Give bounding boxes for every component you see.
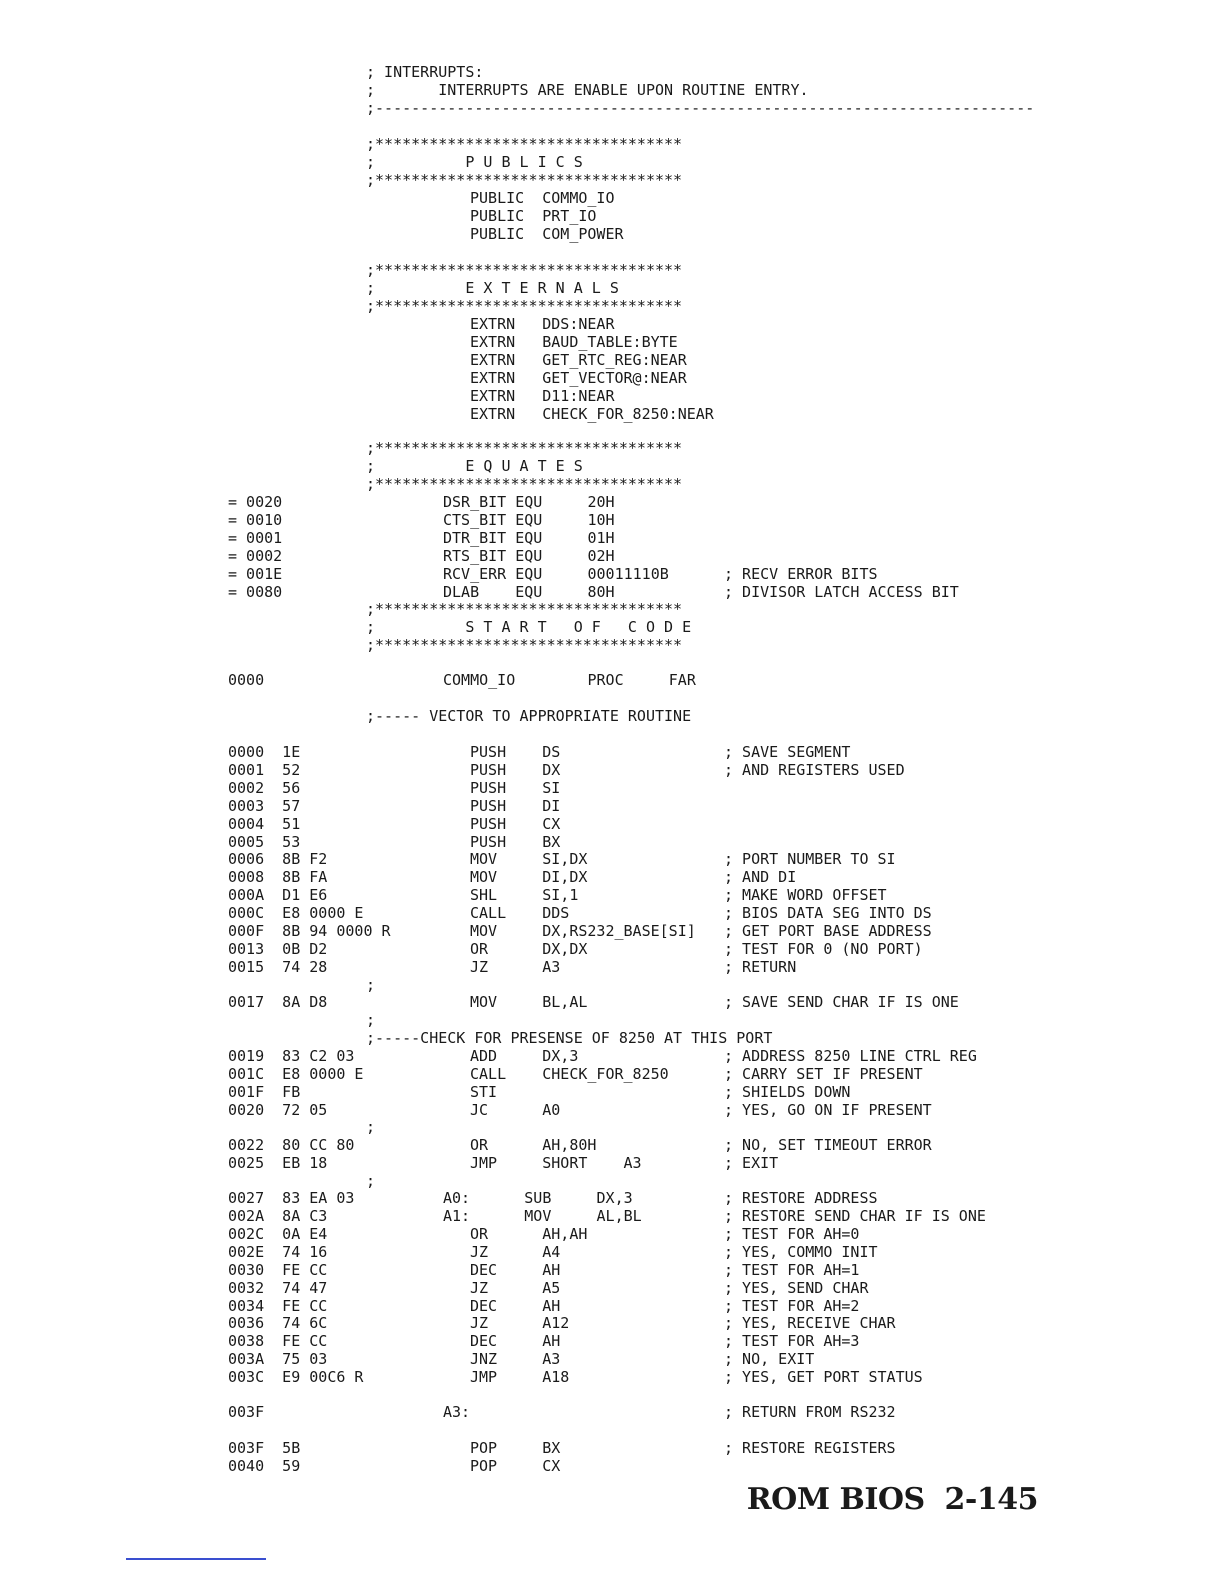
listing-line: 0006 8B F2 bbox=[228, 850, 328, 868]
listing-line: MOV BL,AL bbox=[470, 993, 588, 1011]
listing-line: ; RESTORE REGISTERS bbox=[724, 1439, 896, 1457]
listing-line: = 0080 bbox=[228, 583, 283, 601]
listing-line: 002C 0A E4 bbox=[228, 1225, 328, 1243]
listing-line: ; TEST FOR AH=2 bbox=[724, 1297, 860, 1315]
listing-line: 001C E8 0000 E bbox=[228, 1065, 364, 1083]
listing-line: ; SAVE SEGMENT bbox=[724, 743, 851, 761]
listing-line: EXTRN GET_VECTOR@:NEAR bbox=[470, 369, 687, 387]
listing-line: OR AH,AH bbox=[470, 1225, 588, 1243]
listing-line: PUBLIC PRT_IO bbox=[470, 207, 597, 225]
listing-line: 0000 1E bbox=[228, 743, 301, 761]
listing-line: JNZ A3 bbox=[470, 1350, 561, 1368]
listing-line: JZ A12 bbox=[470, 1314, 570, 1332]
listing-line: ; P U B L I C S bbox=[366, 153, 583, 171]
listing-line: ;********************************** bbox=[366, 171, 683, 189]
listing-line: DLAB EQU 80H bbox=[443, 583, 615, 601]
listing-line: MOV SI,DX bbox=[470, 850, 588, 868]
listing-line: ; NO, SET TIMEOUT ERROR bbox=[724, 1136, 932, 1154]
listing-line: ; bbox=[366, 1118, 376, 1136]
listing-line: ; E X T E R N A L S bbox=[366, 279, 619, 297]
listing-line: PUSH DI bbox=[470, 797, 561, 815]
listing-line: PUSH DS bbox=[470, 743, 561, 761]
listing-line: 003A 75 03 bbox=[228, 1350, 328, 1368]
listing-line: EXTRN GET_RTC_REG:NEAR bbox=[470, 351, 687, 369]
listing-line: 003F bbox=[228, 1403, 265, 1421]
listing-line: ADD DX,3 bbox=[470, 1047, 579, 1065]
listing-line: PUSH CX bbox=[470, 815, 561, 833]
listing-line: ; TEST FOR AH=3 bbox=[724, 1332, 860, 1350]
listing-line: 002A 8A C3 bbox=[228, 1207, 328, 1225]
listing-line: CALL CHECK_FOR_8250 bbox=[470, 1065, 669, 1083]
listing-line: ; SHIELDS DOWN bbox=[724, 1083, 851, 1101]
listing-line: SHL SI,1 bbox=[470, 886, 579, 904]
listing-line: POP BX bbox=[470, 1439, 561, 1457]
listing-line: 0032 74 47 bbox=[228, 1279, 328, 1297]
listing-line: = 0001 bbox=[228, 529, 283, 547]
listing-line: RCV_ERR EQU 00011110B bbox=[443, 565, 669, 583]
listing-line: ; DIVISOR LATCH ACCESS BIT bbox=[724, 583, 959, 601]
listing-line: = 0002 bbox=[228, 547, 283, 565]
listing-line: 0015 74 28 bbox=[228, 958, 328, 976]
listing-line: DEC AH bbox=[470, 1261, 561, 1279]
bottom-rule bbox=[126, 1558, 266, 1560]
listing-line: COMMO_IO PROC FAR bbox=[443, 671, 696, 689]
listing-line: ; YES, GET PORT STATUS bbox=[724, 1368, 923, 1386]
listing-line: 002E 74 16 bbox=[228, 1243, 328, 1261]
listing-line: ;********************************** bbox=[366, 600, 683, 618]
listing-line: PUSH SI bbox=[470, 779, 561, 797]
listing-line: MOV DX,RS232_BASE[SI] bbox=[470, 922, 696, 940]
listing-line: 003F 5B bbox=[228, 1439, 301, 1457]
listing-line: OR AH,80H bbox=[470, 1136, 597, 1154]
listing-line: PUSH DX bbox=[470, 761, 561, 779]
listing-line: PUSH BX bbox=[470, 833, 561, 851]
listing-line: ; INTERRUPTS ARE ENABLE UPON ROUTINE ENTRY. bbox=[366, 81, 809, 99]
listing-line: = 0010 bbox=[228, 511, 283, 529]
listing-line: 0025 EB 18 bbox=[228, 1154, 328, 1172]
listing-line: ; bbox=[366, 976, 376, 994]
listing-line: CTS_BIT EQU 10H bbox=[443, 511, 615, 529]
listing-line: ; RETURN bbox=[724, 958, 797, 976]
listing-line: JMP A18 bbox=[470, 1368, 570, 1386]
listing-line: EXTRN CHECK_FOR_8250:NEAR bbox=[470, 405, 714, 423]
listing-line: 0040 59 bbox=[228, 1457, 301, 1475]
listing-line: EXTRN D11:NEAR bbox=[470, 387, 615, 405]
listing-line: A3: bbox=[443, 1403, 471, 1421]
listing-line: ;------------------------------------------------------------------------- bbox=[366, 99, 1035, 117]
listing-line: DSR_BIT EQU 20H bbox=[443, 493, 615, 511]
listing-line: ; TEST FOR AH=1 bbox=[724, 1261, 860, 1279]
listing-line: 0019 83 C2 03 bbox=[228, 1047, 355, 1065]
listing-line: DTR_BIT EQU 01H bbox=[443, 529, 615, 547]
listing-line: 0036 74 6C bbox=[228, 1314, 328, 1332]
listing-line: 0034 FE CC bbox=[228, 1297, 328, 1315]
listing-line: 001F FB bbox=[228, 1083, 301, 1101]
listing-line: JC A0 bbox=[470, 1101, 561, 1119]
listing-line: JZ A5 bbox=[470, 1279, 561, 1297]
listing-line: EXTRN DDS:NEAR bbox=[470, 315, 615, 333]
listing-line: ; BIOS DATA SEG INTO DS bbox=[724, 904, 932, 922]
listing-line: 0004 51 bbox=[228, 815, 301, 833]
listing-line: ; MAKE WORD OFFSET bbox=[724, 886, 887, 904]
listing-line: 0000 bbox=[228, 671, 265, 689]
listing-line: PUBLIC COM_POWER bbox=[470, 225, 624, 243]
listing-line: 0005 53 bbox=[228, 833, 301, 851]
listing-line: ; YES, SEND CHAR bbox=[724, 1279, 869, 1297]
listing-line: DEC AH bbox=[470, 1332, 561, 1350]
listing-line: ;********************************** bbox=[366, 475, 683, 493]
listing-line: ; RESTORE SEND CHAR IF IS ONE bbox=[724, 1207, 986, 1225]
listing-line: ; EXIT bbox=[724, 1154, 779, 1172]
listing-line: 003C E9 00C6 R bbox=[228, 1368, 364, 1386]
listing-line: ; RECV ERROR BITS bbox=[724, 565, 878, 583]
listing-line: ; TEST FOR 0 (NO PORT) bbox=[724, 940, 923, 958]
listing-line: ;********************************** bbox=[366, 297, 683, 315]
listing-line: MOV DI,DX bbox=[470, 868, 588, 886]
listing-line: ; AND DI bbox=[724, 868, 797, 886]
listing-line: 000F 8B 94 0000 R bbox=[228, 922, 391, 940]
listing-line: JZ A3 bbox=[470, 958, 561, 976]
listing-line: 000A D1 E6 bbox=[228, 886, 328, 904]
listing-line: PUBLIC COMMO_IO bbox=[470, 189, 615, 207]
page-number: ROM BIOS 2-145 bbox=[746, 1482, 1038, 1517]
listing-line: ;-----CHECK FOR PRESENSE OF 8250 AT THIS PORT bbox=[366, 1029, 773, 1047]
listing-line: 0002 56 bbox=[228, 779, 301, 797]
listing-line: ;********************************** bbox=[366, 261, 683, 279]
listing-line: ; GET PORT BASE ADDRESS bbox=[724, 922, 932, 940]
listing-line: 0001 52 bbox=[228, 761, 301, 779]
listing-line: ; CARRY SET IF PRESENT bbox=[724, 1065, 923, 1083]
listing-line: JZ A4 bbox=[470, 1243, 561, 1261]
listing-line: ; E Q U A T E S bbox=[366, 457, 583, 475]
listing-line: OR DX,DX bbox=[470, 940, 588, 958]
listing-line: CALL DDS bbox=[470, 904, 570, 922]
listing-line: JMP SHORT A3 bbox=[470, 1154, 642, 1172]
listing-line: ; bbox=[366, 1011, 376, 1029]
listing-line: ; YES, GO ON IF PRESENT bbox=[724, 1101, 932, 1119]
listing-line: 0017 8A D8 bbox=[228, 993, 328, 1011]
listing-line: ; SAVE SEND CHAR IF IS ONE bbox=[724, 993, 959, 1011]
listing-line: 0038 FE CC bbox=[228, 1332, 328, 1350]
listing-line: ;********************************** bbox=[366, 636, 683, 654]
listing-line: 0030 FE CC bbox=[228, 1261, 328, 1279]
listing-line: A0: SUB DX,3 bbox=[443, 1189, 633, 1207]
listing-line: ;----- VECTOR TO APPROPRIATE ROUTINE bbox=[366, 707, 692, 725]
listing-line: ; RESTORE ADDRESS bbox=[724, 1189, 878, 1207]
listing-line: EXTRN BAUD_TABLE:BYTE bbox=[470, 333, 678, 351]
listing-line: ; bbox=[366, 1172, 376, 1190]
listing-line: A1: MOV AL,BL bbox=[443, 1207, 642, 1225]
listing-line: ; YES, COMMO INIT bbox=[724, 1243, 878, 1261]
listing-line: DEC AH bbox=[470, 1297, 561, 1315]
listing-line: = 0020 bbox=[228, 493, 283, 511]
listing-line: ; ADDRESS 8250 LINE CTRL REG bbox=[724, 1047, 977, 1065]
listing-line: ; AND REGISTERS USED bbox=[724, 761, 905, 779]
listing-line: 0008 8B FA bbox=[228, 868, 328, 886]
listing-line: 0003 57 bbox=[228, 797, 301, 815]
listing-line: ; TEST FOR AH=0 bbox=[724, 1225, 860, 1243]
listing-line: 0027 83 EA 03 bbox=[228, 1189, 355, 1207]
listing-line: ;********************************** bbox=[366, 439, 683, 457]
listing-line: = 001E bbox=[228, 565, 283, 583]
listing-line: POP CX bbox=[470, 1457, 561, 1475]
listing-line: ; RETURN FROM RS232 bbox=[724, 1403, 896, 1421]
listing-line: 0022 80 CC 80 bbox=[228, 1136, 355, 1154]
listing-line: ; PORT NUMBER TO SI bbox=[724, 850, 896, 868]
listing-line: 000C E8 0000 E bbox=[228, 904, 364, 922]
listing-line: RTS_BIT EQU 02H bbox=[443, 547, 615, 565]
listing-line: ; INTERRUPTS: bbox=[366, 63, 484, 81]
listing-line: 0020 72 05 bbox=[228, 1101, 328, 1119]
listing-line: 0013 0B D2 bbox=[228, 940, 328, 958]
listing-line: ; S T A R T O F C O D E bbox=[366, 618, 692, 636]
listing-line: ;********************************** bbox=[366, 135, 683, 153]
listing-line: STI bbox=[470, 1083, 498, 1101]
listing-line: ; NO, EXIT bbox=[724, 1350, 815, 1368]
listing-line: ; YES, RECEIVE CHAR bbox=[724, 1314, 896, 1332]
